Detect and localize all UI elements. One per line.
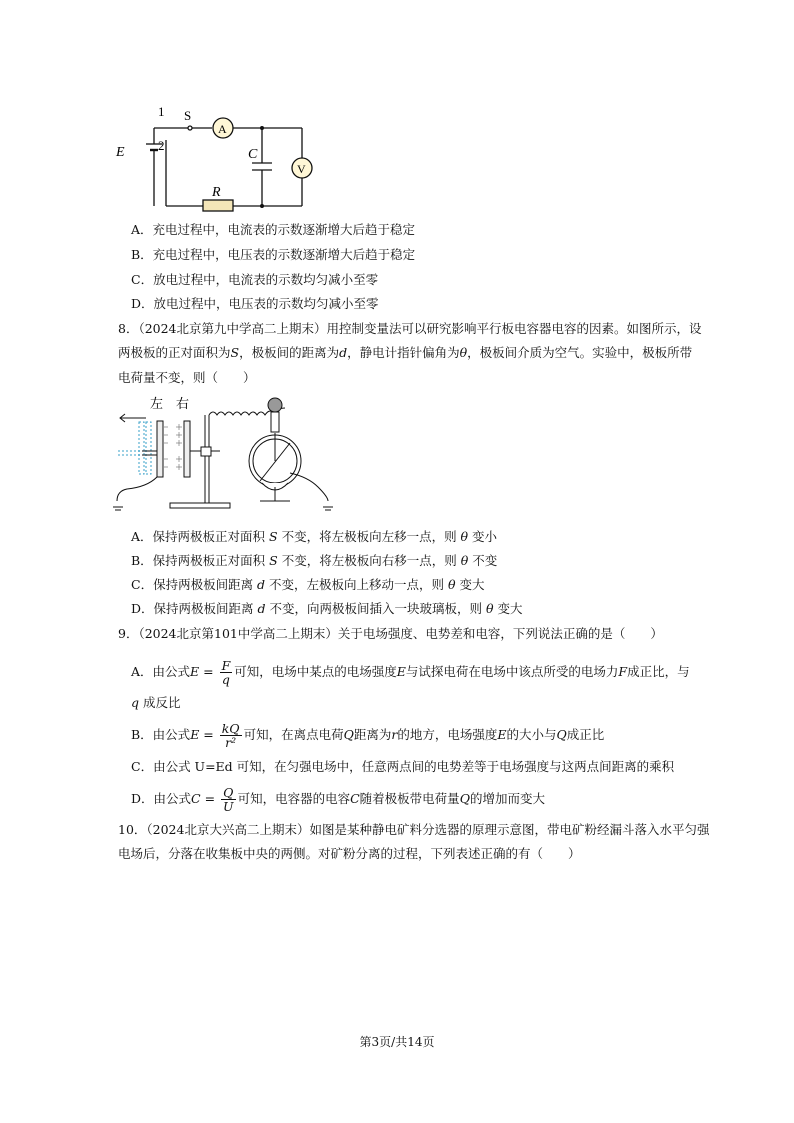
q10-stem-line2: 电场后，分落在收集板中央的两侧。对矿粉分离的过程，下列表述正确的有（ ） <box>118 846 581 861</box>
q10-stem-line1: 10．（2024北京大兴高二上期末）如图是某种静电矿料分选器的原理示意图，带电矿粉经漏斗落入水平匀强 <box>118 822 710 837</box>
q9-option-b: B．由公式E = $\frac{kQ}{\text{r²}}$ 可知，在离点电荷Q距离为r的地方，电场强度E的大小与Q成正比 <box>131 721 605 750</box>
switch-contact-1-label: 1 <box>158 104 165 119</box>
q7-option-a: A．充电过程中，电流表的示数逐渐增大后趋于稳定 <box>131 222 416 237</box>
ammeter-label: A <box>218 122 227 136</box>
page-footer: 第3页/共14页 <box>359 1035 435 1049</box>
q7-option-c: C．放电过程中，电流表的示数均匀减小至零 <box>131 272 379 287</box>
switch-label: S <box>184 108 192 123</box>
q8-option-d: D．保持两极板间距离 d 不变，向两极板间插入一块玻璃板，则 θ 变大 <box>131 601 523 616</box>
q9-option-a-line2: q 成反比 <box>131 695 181 710</box>
left-plate-label: 左 <box>150 397 164 412</box>
emf-label: E <box>116 145 125 160</box>
right-plate-label: 右 <box>176 397 190 412</box>
q9-option-c: C．由公式 U=Ed 可知，在匀强电场中，任意两点间的电势差等于电场强度与这两点间距离的乘积 <box>131 759 675 774</box>
resistor-label: R <box>212 185 221 200</box>
fraction-kq-over-r2: $\frac{kQ}{\text{r²}}$ <box>221 721 240 750</box>
q8-stem-line2: 两极板的正对面积为S，极板间的距离为d，静电计指针偏角为θ，极板间介质为空气。实验中，极板所带 <box>118 345 693 360</box>
q7-option-b: B．充电过程中，电压表的示数逐渐增大后趋于稳定 <box>131 247 416 262</box>
q9-stem: 9．（2024北京第101中学高二上期末）关于电场强度、电势差和电容，下列说法正确的是（ ） <box>118 626 663 641</box>
voltmeter-label: V <box>297 162 306 176</box>
q9-option-d: D．由公式C = $\frac{Q}{U}$ 可知，电容器的电容C随着极板带电荷量Q的增加而变大 <box>131 785 545 814</box>
fraction-f-over-q: $\frac{F}{q}$ <box>221 658 231 687</box>
q8-option-b: B．保持两极板正对面积 S 不变，将左极板向右移一点，则 θ 不变 <box>131 553 498 568</box>
switch-contact-2-label: 2 <box>158 138 165 153</box>
q8-option-c: C．保持两极板间距离 d 不变，左极板向上移动一点，则 θ 变大 <box>131 577 485 592</box>
q8-stem-line3: 电荷量不变，则（ ） <box>118 370 256 385</box>
capacitor-electrometer-figure <box>112 393 337 521</box>
capacitor-label: C <box>248 147 258 162</box>
fraction-q-over-u: $\frac{Q}{U}$ <box>223 785 234 814</box>
q8-option-a: A．保持两极板正对面积 S 不变，将左极板向左移一点，则 θ 变小 <box>131 529 498 544</box>
q7-option-d: D．放电过程中，电压表的示数均匀减小至零 <box>131 296 379 311</box>
q9-option-a: A．由公式E = $\frac{F}{q}$ 可知，电场中某点的电场强度E与试探电荷在电场中该点所受的电场力F成正比，与 <box>131 658 690 687</box>
q8-stem-line1: 8．（2024北京第九中学高二上期末）用控制变量法可以研究影响平行板电容器电容的因素。如图所示，设 <box>118 321 702 336</box>
circuit-diagram <box>112 100 327 218</box>
